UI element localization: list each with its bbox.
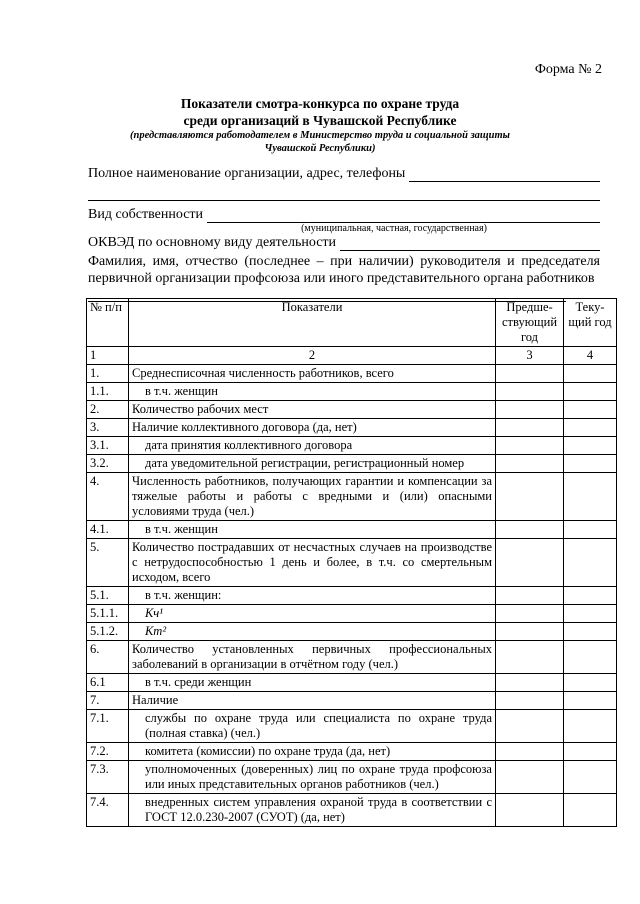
row-number: 2. [87,401,129,419]
row-number: 1.1. [87,383,129,401]
ownership-blank[interactable] [207,208,600,223]
head-names-label: Фамилия, имя, отчество (последнее – при наличии) руководителя и председателя первичной организации профсоюза или иного представительного органа работников [88,254,600,286]
col-number-1: 1 [87,347,129,365]
previous-year-cell[interactable] [496,761,564,794]
current-year-cell[interactable] [564,419,617,437]
row-indicator: в т.ч. среди женщин [129,674,496,692]
column-numbers-row [87,347,617,365]
ownership-field[interactable] [88,207,600,223]
current-year-cell[interactable] [564,605,617,623]
table-row [87,605,617,623]
row-number: 7.1. [87,710,129,743]
previous-year-cell[interactable] [496,521,564,539]
table-row [87,761,617,794]
current-year-cell[interactable] [564,365,617,383]
row-number: 4.1. [87,521,129,539]
table-row [87,641,617,674]
org-name-blank[interactable] [409,167,600,182]
row-number: 5. [87,539,129,587]
table-row [87,437,617,455]
title-line-2: среди организаций в Чувашской Республике [183,113,457,128]
col-number-4: 4 [564,347,617,365]
row-indicator: уполномоченных (доверенных) лиц по охране труда профсоюза или иных представительных органов работников (чел.) [129,761,496,794]
previous-year-cell[interactable] [496,455,564,473]
row-indicator: дата принятия коллективного договора [129,437,496,455]
previous-year-cell[interactable] [496,365,564,383]
row-number: 7.2. [87,743,129,761]
table-header-row [87,299,617,347]
previous-year-cell[interactable] [496,419,564,437]
row-number: 7.4. [87,794,129,827]
table-row [87,692,617,710]
table-row [87,473,617,521]
previous-year-cell[interactable] [496,794,564,827]
title-line-3: (представляются работодателем в Министерство труда и социальной защиты [130,130,510,141]
current-year-cell[interactable] [564,401,617,419]
row-indicator: в т.ч. женщин [129,383,496,401]
previous-year-cell[interactable] [496,641,564,674]
row-indicator: дата уведомительной регистрации, регистрационный номер [129,455,496,473]
previous-year-cell[interactable] [496,674,564,692]
previous-year-cell[interactable] [496,605,564,623]
row-indicator: внедренных систем управления охраной труда в соответствии с ГОСТ 12.0.230-2007 (СУОТ) (да, нет) [129,794,496,827]
table-row [87,419,617,437]
table-row [87,383,617,401]
current-year-cell[interactable] [564,473,617,521]
current-year-cell[interactable] [564,623,617,641]
row-number: 7.3. [87,761,129,794]
current-year-cell[interactable] [564,539,617,587]
table-row [87,521,617,539]
row-indicator: службы по охране труда или специалиста по охране труда (полная ставка) (чел.) [129,710,496,743]
ownership-hint: (муниципальная, частная, государственная) [301,223,487,234]
row-indicator: в т.ч. женщин [129,521,496,539]
row-indicator: Кт² [129,623,496,641]
row-number: 4. [87,473,129,521]
row-indicator: Кч¹ [129,605,496,623]
current-year-cell[interactable] [564,761,617,794]
row-indicator: Численность работников, получающих гарантии и компенсации за тяжелые работы и работы с вредными и (или) опасными условиями труда (чел.) [129,473,496,521]
current-year-cell[interactable] [564,587,617,605]
col-number-3: 3 [496,347,564,365]
org-name-field[interactable] [88,166,600,182]
table-row [87,710,617,743]
row-number: 3.2. [87,455,129,473]
row-number: 5.1. [87,587,129,605]
row-number: 5.1.1. [87,605,129,623]
okved-field[interactable] [88,235,600,251]
row-number: 7. [87,692,129,710]
current-year-cell[interactable] [564,383,617,401]
row-number: 6. [87,641,129,674]
table-row [87,365,617,383]
header-previous-year: Предше-ствующий год [496,299,564,347]
ownership-label: Вид собственности [88,207,204,222]
indicators-table [86,298,617,827]
current-year-cell[interactable] [564,521,617,539]
table-row [87,674,617,692]
table-row [87,539,617,587]
row-number: 6.1 [87,674,129,692]
row-number: 3.1. [87,437,129,455]
table-row [87,794,617,827]
current-year-cell[interactable] [564,794,617,827]
previous-year-cell[interactable] [496,437,564,455]
table-row [87,623,617,641]
current-year-cell[interactable] [564,437,617,455]
table-row [87,587,617,605]
table-row [87,401,617,419]
row-number: 1. [87,365,129,383]
previous-year-cell[interactable] [496,539,564,587]
row-indicator: в т.ч. женщин: [129,587,496,605]
previous-year-cell[interactable] [496,623,564,641]
header-number: № п/п [87,299,129,347]
org-name-blank-2[interactable] [88,188,600,201]
table-row [87,455,617,473]
row-indicator: Среднесписочная численность работников, всего [129,365,496,383]
okved-blank[interactable] [340,236,600,251]
org-name-label: Полное наименование организации, адрес, телефоны [88,166,406,181]
row-indicator: Наличие коллективного договора (да, нет) [129,419,496,437]
row-indicator: Наличие [129,692,496,710]
header-fields [88,166,600,302]
current-year-cell[interactable] [564,692,617,710]
row-indicator: Количество установленных первичных профессиональных заболеваний в организации в отчётном году (чел.) [129,641,496,674]
title-line-1: Показатели смотра-конкурса по охране труда [180,96,460,111]
row-indicator: Количество рабочих мест [129,401,496,419]
previous-year-cell[interactable] [496,710,564,743]
previous-year-cell[interactable] [496,383,564,401]
table-row [87,743,617,761]
okved-label: ОКВЭД по основному виду деятельности [88,235,337,250]
previous-year-cell[interactable] [496,587,564,605]
title-line-4: Чувашской Республики) [264,143,376,154]
document-title [0,95,640,155]
current-year-cell[interactable] [564,743,617,761]
current-year-cell[interactable] [564,674,617,692]
header-current-year: Теку-щий год [564,299,617,347]
row-indicator: Количество пострадавших от несчастных случаев на производстве с нетрудоспособностью 1 день и более, в т.ч. со смертельным исходом, всего [129,539,496,587]
form-number: Форма № 2 [534,62,602,77]
row-number: 5.1.2. [87,623,129,641]
current-year-cell[interactable] [564,641,617,674]
row-number: 3. [87,419,129,437]
previous-year-cell[interactable] [496,743,564,761]
previous-year-cell[interactable] [496,401,564,419]
previous-year-cell[interactable] [496,692,564,710]
current-year-cell[interactable] [564,710,617,743]
current-year-cell[interactable] [564,455,617,473]
col-number-2: 2 [129,347,496,365]
row-indicator: комитета (комиссии) по охране труда (да, нет) [129,743,496,761]
header-indicators: Показатели [129,299,496,347]
previous-year-cell[interactable] [496,473,564,521]
